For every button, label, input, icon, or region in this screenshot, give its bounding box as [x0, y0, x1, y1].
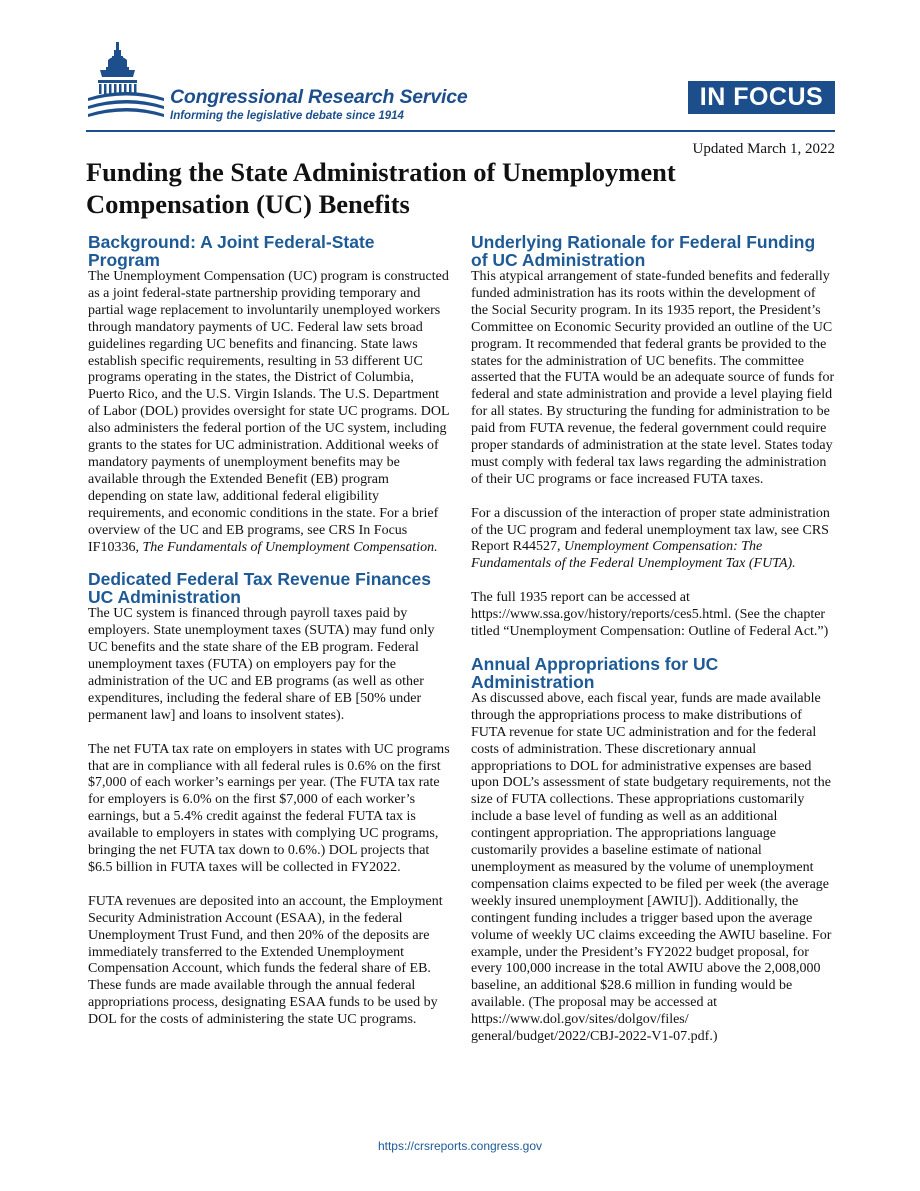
report-link-paragraph: The full 1935 report can be accessed at https://www.ssa.gov/history/reports/ces5.html. (See the chapter titled “Unemployment Compensation: Outline of Federal Act.”) [471, 590, 829, 639]
section-heading-appropriations: Annual Appropriations for UC Administration [471, 653, 719, 692]
left-column [88, 233, 450, 1029]
org-name: Congressional Research Service [170, 86, 468, 108]
financing-paragraph: The UC system is financed through payroll taxes paid by employers. State unemployment taxes (SUTA) may fund only UC benefits and the state share of the EB program. Federal unemployment taxes (FUTA) on employers pay for the administration of the UC and EB programs (as well as other expenditures, including the federal share of EB [50% under permanent law] and loans to insolvent states). [88, 606, 435, 723]
header-divider [86, 130, 835, 132]
in-focus-badge: IN FOCUS [688, 81, 835, 114]
cited-title-fundamentals: The Fundamentals of Unemployment Compensation. [142, 539, 438, 555]
right-column [471, 233, 835, 1046]
section-heading-rationale: Underlying Rationale for Federal Funding of UC Administration [471, 232, 816, 270]
futa-rate-paragraph: The net FUTA tax rate on employers in states with UC programs that are in compliance with all federal rules is 0.6% on the first $7,000 of each worker’s earnings per year. (The FUTA tax rate for employers is 6.0% on the first $7,000 of each worker’s earnings, but a 5.4% credit against the federal FUTA tax is available to employers in states with complying UC programs, bringing the net FUTA tax down to 0.6%.) DOL projects that $6.5 billion in FUTA taxes will be collected in FY2022. [88, 741, 450, 875]
background-paragraph [88, 269, 450, 556]
futa-discussion-paragraph [471, 506, 835, 574]
esaa-paragraph: FUTA revenues are deposited into an account, the Employment Security Administration Account (ESAA), in the federal Unemployment Trust Fund, and then 20% of the deposits are immediately transferred to the Extended Unemployment Compensation Account, which funds the federal share of EB. These funds are made available through the annual federal appropriations process, designating ESAA funds to be used by DOL for the costs of administering the state UC programs. [88, 893, 443, 1028]
section-heading-dedicated-tax: Dedicated Federal Tax Revenue Finances UC Administration [88, 569, 432, 608]
appropriations-paragraph: As discussed above, each fiscal year, funds are made available through the appropriations process to make distributions of FUTA revenue for state UC administration and for the federal costs of administration. These discretionary annual appropriations to DOL for administrative expenses are based upon DOL’s assessment of state budgetary requirements, not the size of FUTA collections. These appropriations customarily include a base level of funding as well as an additional contingent appropriation. The appropriations language customarily provides a baseline estimate of national unemployment as measured by the volume of unemployment compensation claims expected to be filed per week (the average weekly insured unemployment [AWIU]). Additionally, the contingent funding includes a trigger based upon the average volume of weekly UC claims exceeding the AWIU baseline. For example, under the President’s FY2022 budget proposal, for every 100,000 increase in the total AWIU above the 2,008,000 baseline, an additional $28.6 million in funding would be available. (The proposal may be accessed at https://www.dol.gov/sites/dolgov/files/ general/budget/2022/CBJ-2022-V1-07.pdf.) [471, 690, 832, 1045]
org-tagline: Informing the legislative debate since 1914 [170, 110, 404, 122]
section-heading-background: Background: A Joint Federal-State Program [88, 232, 375, 270]
footer-url-link[interactable]: https://crsreports.congress.gov [377, 1139, 543, 1153]
updated-date: Updated March 1, 2022 [692, 141, 835, 157]
crs-wordmark [170, 86, 467, 123]
background-text: The Unemployment Compensation (UC) program is constructed as a joint federal-state partnership providing temporary and partial wage replacement to involuntarily unemployed workers through mandatory payments of UC. Federal law sets broad guidelines regarding UC benefits and financing. State laws establish specific requirements, resulting in 53 different UC programs operating in the states, the District of Columbia, Puerto Rico, and the U.S. Virgin Islands. The U.S. Department of Labor (DOL) provides oversight for state UC programs. DOL also administers the federal portion of the UC system, including grants to the states for UC administration. Additional weeks of mandatory payments of unemployment benefits may be available through the Extended Benefit (EB) program depending on state law, additional federal eligibility requirements, and economic conditions in the state. For a brief overview of the UC and EB programs, see CRS In Focus IF10336, [88, 269, 450, 555]
futa-discussion-text: For a discussion of the interaction of proper state administration of the UC program and federal unemployment tax law, see CRS Report R44527, [471, 505, 830, 555]
capitol-dome-logo [86, 40, 166, 130]
cited-title-futa: Unemployment Compensation: The Fundamentals of the Federal Unemployment Tax (FUTA). [471, 539, 796, 572]
page-title: Funding the State Administration of Unemployment Compensation (UC) Benefits [86, 157, 676, 219]
rationale-paragraph: This atypical arrangement of state-funded benefits and federally funded administration has its roots within the development of the Social Security program. In its 1935 report, the President’s Committee on Economic Security provided an outline of the UC program. It recommended that federal grants be provided to the states for the administration of UC benefits. The committee asserted that the FUTA would be an adequate source of funds for federal and state administration and provide a level playing field for all states. By structuring the funding for administration to be paid from FUTA revenue, the federal government could require proper standards of administration at the state level. States today must comply with federal tax laws regarding the administration of their UC programs or face increased FUTA taxes. [471, 269, 835, 487]
